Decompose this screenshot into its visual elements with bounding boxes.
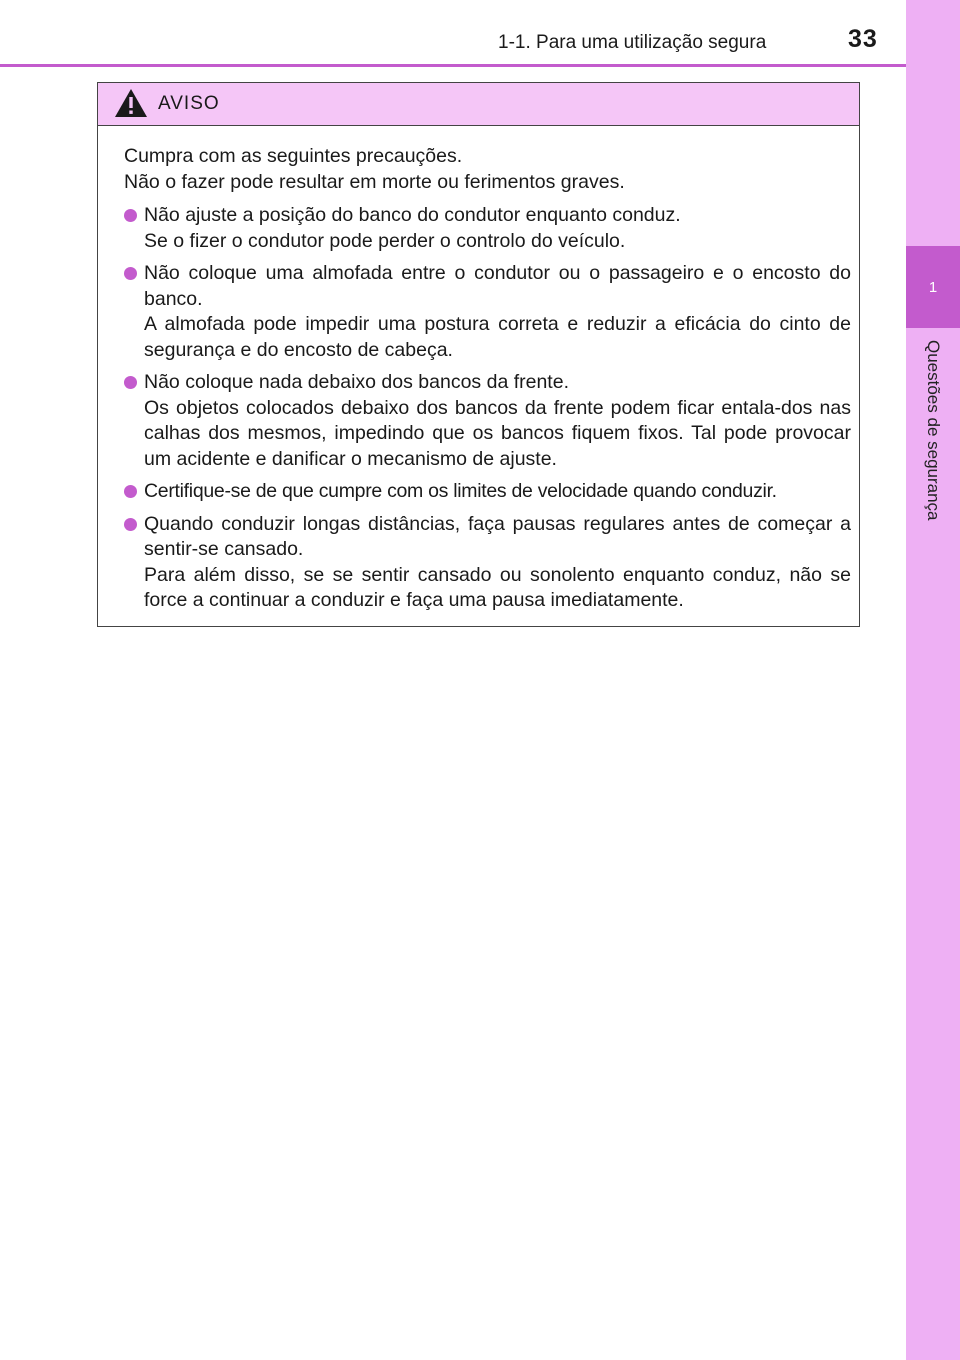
- chapter-label-container: [906, 340, 960, 570]
- bullet-detail: Para além disso, se se sentir cansado ou sonolento enquanto conduz, não se force a continuar a conduzir e faça uma pausa imediatamente.: [144, 563, 851, 611]
- warning-box: [97, 82, 860, 627]
- bullet-detail: Se o fizer o condutor pode perder o controlo do veículo.: [144, 229, 626, 252]
- warning-triangle-icon: [114, 87, 148, 119]
- bullet-detail: Os objetos colocados debaixo dos bancos da frente podem ficar entala-dos nas calhas dos mesmos, impedindo que os bancos fiquem fixos. Tal pode provocar um acidente e danificar o mecanismo de ajuste.: [144, 396, 851, 470]
- bullet-dot-icon: [124, 267, 137, 280]
- chapter-tab-number: 1: [928, 278, 938, 296]
- warning-header: [98, 83, 859, 126]
- chapter-sidebar: [906, 0, 960, 1360]
- bullet-detail: A almofada pode impedir uma postura correta e reduzir a eficácia do cinto de segurança e do encosto de cabeça.: [144, 313, 851, 361]
- chapter-tab[interactable]: [906, 246, 960, 328]
- page-number: 33: [848, 25, 878, 53]
- warning-label: AVISO: [158, 93, 220, 114]
- bullet-text: Não coloque nada debaixo dos bancos da frente.: [144, 371, 569, 393]
- intro-line: Cumpra com as seguintes precauções.: [124, 145, 463, 167]
- warning-body: [98, 126, 859, 614]
- list-item: [124, 370, 851, 472]
- bullet-text: Quando conduzir longas distâncias, faça pausas regulares antes de começar a sentir-se cansado.: [144, 512, 851, 560]
- bullet-dot-icon: [124, 518, 137, 531]
- chapter-label: Questões de segurança: [924, 340, 943, 521]
- list-item: [124, 512, 851, 614]
- bullet-dot-icon: [124, 376, 137, 389]
- bullet-dot-icon: [124, 485, 137, 498]
- header-rule: [0, 64, 906, 67]
- bullet-dot-icon: [124, 209, 137, 222]
- warning-intro: [124, 144, 851, 195]
- list-item: [124, 479, 851, 505]
- bullet-text: Não coloque uma almofada entre o condutor ou o passageiro e o encosto do banco.: [144, 262, 851, 310]
- bullet-text: Certifique-se de que cumpre com os limites de velocidade quando conduzir.: [144, 480, 777, 502]
- bullet-text: Não ajuste a posição do banco do condutor enquanto conduz.: [144, 204, 681, 226]
- list-item: [124, 203, 851, 254]
- section-title: 1-1. Para uma utilização segura: [498, 32, 767, 53]
- list-item: [124, 261, 851, 363]
- intro-line: Não o fazer pode resultar em morte ou ferimentos graves.: [124, 170, 625, 193]
